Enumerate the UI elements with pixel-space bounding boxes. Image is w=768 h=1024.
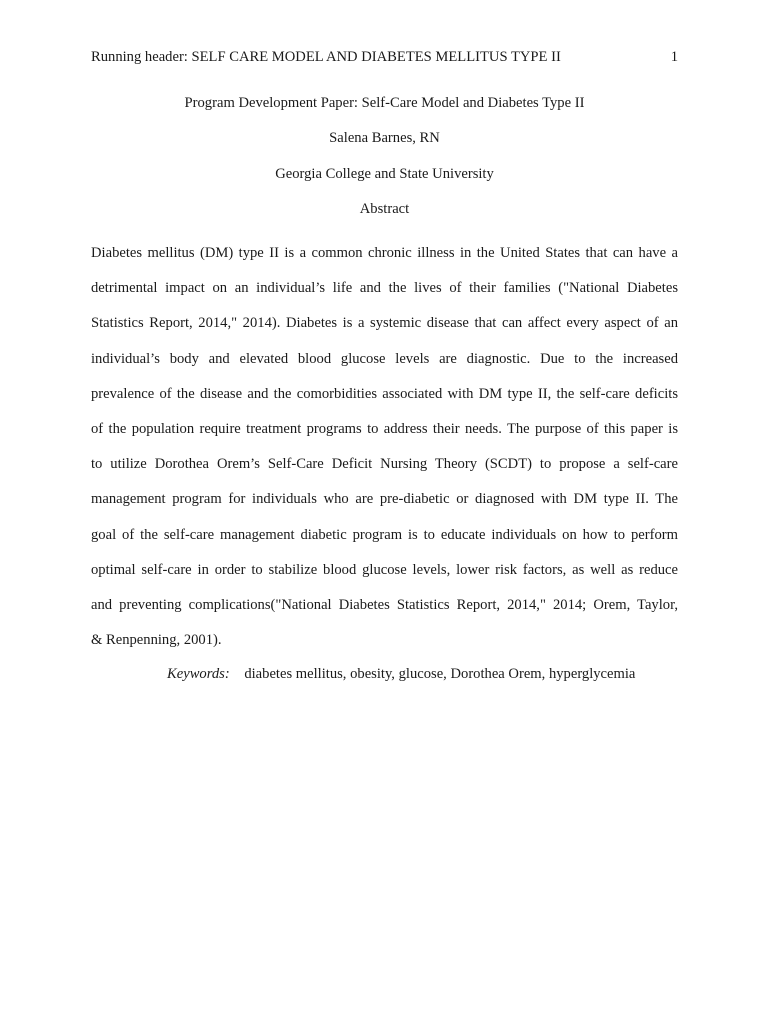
abstract-line: prevalence of the disease and the comorbidities associated with DM type II, the self-care deficits bbox=[91, 385, 678, 402]
abstract-line: Diabetes mellitus (DM) type II is a common chronic illness in the United States that can have a bbox=[91, 245, 678, 261]
abstract-line: management program for individuals who are pre-diabetic or diagnosed with DM type II. The bbox=[91, 491, 678, 508]
abstract-line: of the population require treatment programs to address their needs. The purpose of this paper is bbox=[91, 420, 678, 437]
abstract-heading: Abstract bbox=[359, 201, 410, 217]
keywords-label: Keywords: bbox=[167, 666, 230, 682]
abstract-line: Statistics Report, 2014," 2014). Diabetes is a systemic disease that can affect every aspect of an bbox=[91, 315, 678, 332]
paper-title: Program Development Paper: Self-Care Model and Diabetes Type II bbox=[184, 95, 585, 111]
abstract-line: to utilize Dorothea Orem’s Self-Care Deficit Nursing Theory (SCDT) to propose a self-care bbox=[91, 456, 678, 473]
page-number: 1 bbox=[670, 49, 678, 65]
abstract-line: optimal self-care in order to stabilize blood glucose levels, lower risk factors, as well as reduce bbox=[91, 561, 678, 578]
running-header bbox=[91, 47, 678, 67]
institution-name: Georgia College and State University bbox=[275, 166, 494, 182]
keywords-text: diabetes mellitus, obesity, glucose, Dorothea Orem, hyperglycemia bbox=[244, 666, 636, 682]
running-head-text: Running header: SELF CARE MODEL AND DIABETES MELLITUS TYPE II bbox=[91, 49, 561, 65]
abstract-line: goal of the self-care management diabetic program is to educate individuals on how to perform bbox=[91, 526, 678, 543]
abstract-line: detrimental impact on an individual’s life and the lives of their families ("National Diabetes bbox=[91, 280, 678, 297]
author-name: Salena Barnes, RN bbox=[329, 130, 440, 146]
keywords-line bbox=[167, 664, 635, 684]
abstract-line: & Renpenning, 2001). bbox=[91, 632, 222, 649]
abstract-line: individual’s body and elevated blood glucose levels are diagnostic. Due to the increased bbox=[91, 350, 678, 367]
keywords-spacer bbox=[233, 666, 240, 682]
abstract-line: and preventing complications("National Diabetes Statistics Report, 2014," 2014; Orem, Taylor, bbox=[91, 596, 678, 613]
abstract-body bbox=[91, 236, 678, 658]
